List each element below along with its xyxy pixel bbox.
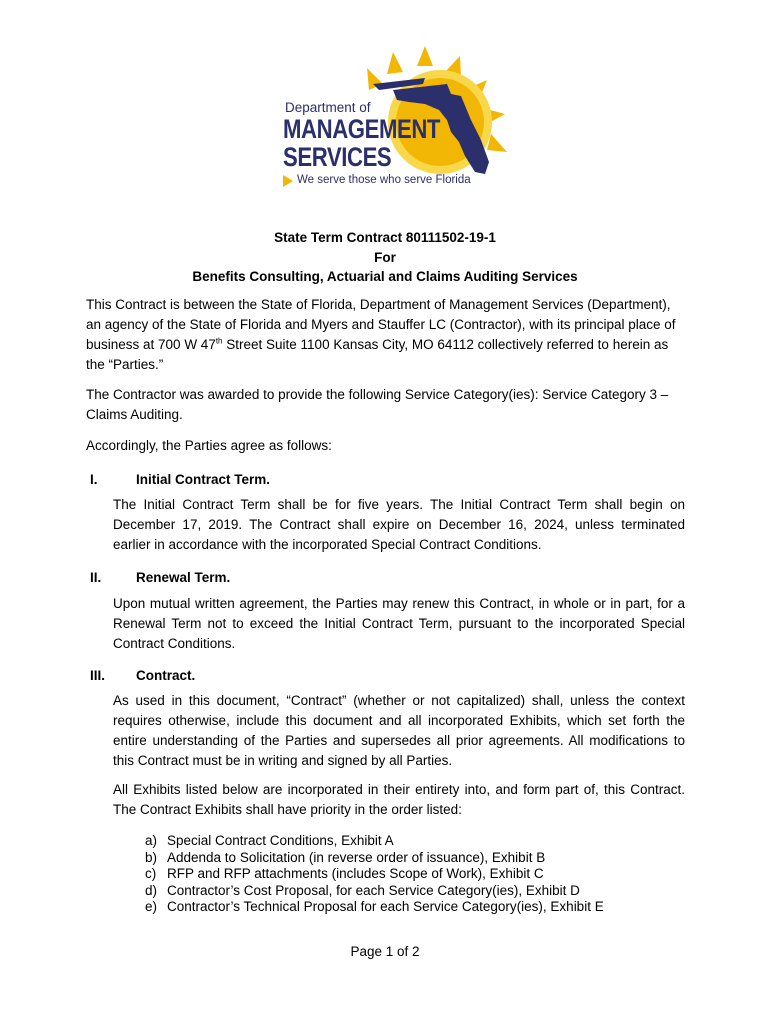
contract-title (0, 228, 770, 287)
list-marker: b) (145, 849, 158, 865)
awarded-paragraph: The Contractor was awarded to provide the following Service Category(ies): Service Category 3 – Claims Auditing. (86, 387, 669, 422)
section-number: III. (90, 668, 106, 683)
list-item (145, 899, 604, 916)
section-number: II. (90, 570, 102, 585)
section-body: The Initial Contract Term shall be for five years. The Initial Contract Term shall begin on December 17, 2019. The Contract shall expire on December 16, 2024, unless terminated earlier in accordance with the incorporated Special Contract Conditions. (113, 497, 685, 552)
intro-part2: Street Suite 1100 Kansas City, MO 64112 collectively referred to herein as the “Parties.” (86, 337, 669, 372)
title-line3: Benefits Consulting, Actuarial and Claims Auditing Services (192, 269, 578, 284)
list-item (145, 866, 604, 883)
section-label: Contract. (136, 668, 196, 683)
list-text: RFP and RFP attachments (includes Scope of Work), Exhibit C (167, 866, 544, 881)
list-item (145, 850, 604, 867)
logo-line3: SERVICES (283, 142, 392, 172)
accordingly-paragraph: Accordingly, the Parties agree as follows: (86, 438, 332, 453)
section-body: As used in this document, “Contract” (whether or not capitalized) shall, unless the context requires otherwise, include this document and all incorporated Exhibits, which set forth the entire understanding of the Parties and supersedes all prior agreements. All modifications to this Contract must be in writing and signed by all Parties. (113, 693, 685, 768)
list-text: Special Contract Conditions, Exhibit A (167, 833, 394, 848)
title-line1: State Term Contract 80111502-19-1 (274, 230, 496, 245)
logo-tagline: We serve those who serve Florida (297, 174, 471, 186)
logo-line2: MANAGEMENT (283, 114, 441, 144)
intro-part1: This Contract is between the State of Florida, Department of Management Services (Department), an agency of the State of Florida and Myers and Stauffer LC (Contractor), with its principal place of business at 700 W 47 (86, 297, 676, 352)
list-text: Addenda to Solicitation (in reverse order of issuance), Exhibit B (167, 849, 546, 865)
section-body: Upon mutual written agreement, the Parties may renew this Contract, in whole or in part, for a Renewal Term not to exceed the Initial Contract Term, pursuant to the incorporated Special Contract Conditions. (113, 596, 685, 651)
section-number: I. (90, 472, 98, 487)
page-number: Page 1 of 2 (350, 944, 420, 959)
logo-line1: Department of (285, 100, 371, 115)
section-body: All Exhibits listed below are incorporated in their entirety into, and form part of, this Contract. The Contract Exhibits shall have priority in the order listed: (113, 782, 685, 817)
list-marker: c) (145, 866, 157, 881)
list-item (145, 833, 604, 850)
section-label: Renewal Term. (136, 570, 231, 585)
dms-logo (275, 44, 520, 192)
section-label: Initial Contract Term. (136, 472, 271, 487)
play-arrow-icon (283, 175, 293, 187)
list-text: Contractor’s Technical Proposal for each Service Category(ies), Exhibit E (167, 899, 604, 914)
list-text: Contractor’s Cost Proposal, for each Service Category(ies), Exhibit D (167, 882, 580, 898)
intro-sup: th (215, 336, 223, 346)
list-marker: d) (145, 882, 158, 898)
intro-paragraph (86, 295, 686, 375)
list-marker: a) (145, 833, 158, 848)
list-marker: e) (145, 899, 158, 914)
list-item (145, 883, 604, 900)
title-line2: For (374, 249, 396, 265)
exhibits-list (145, 833, 604, 916)
